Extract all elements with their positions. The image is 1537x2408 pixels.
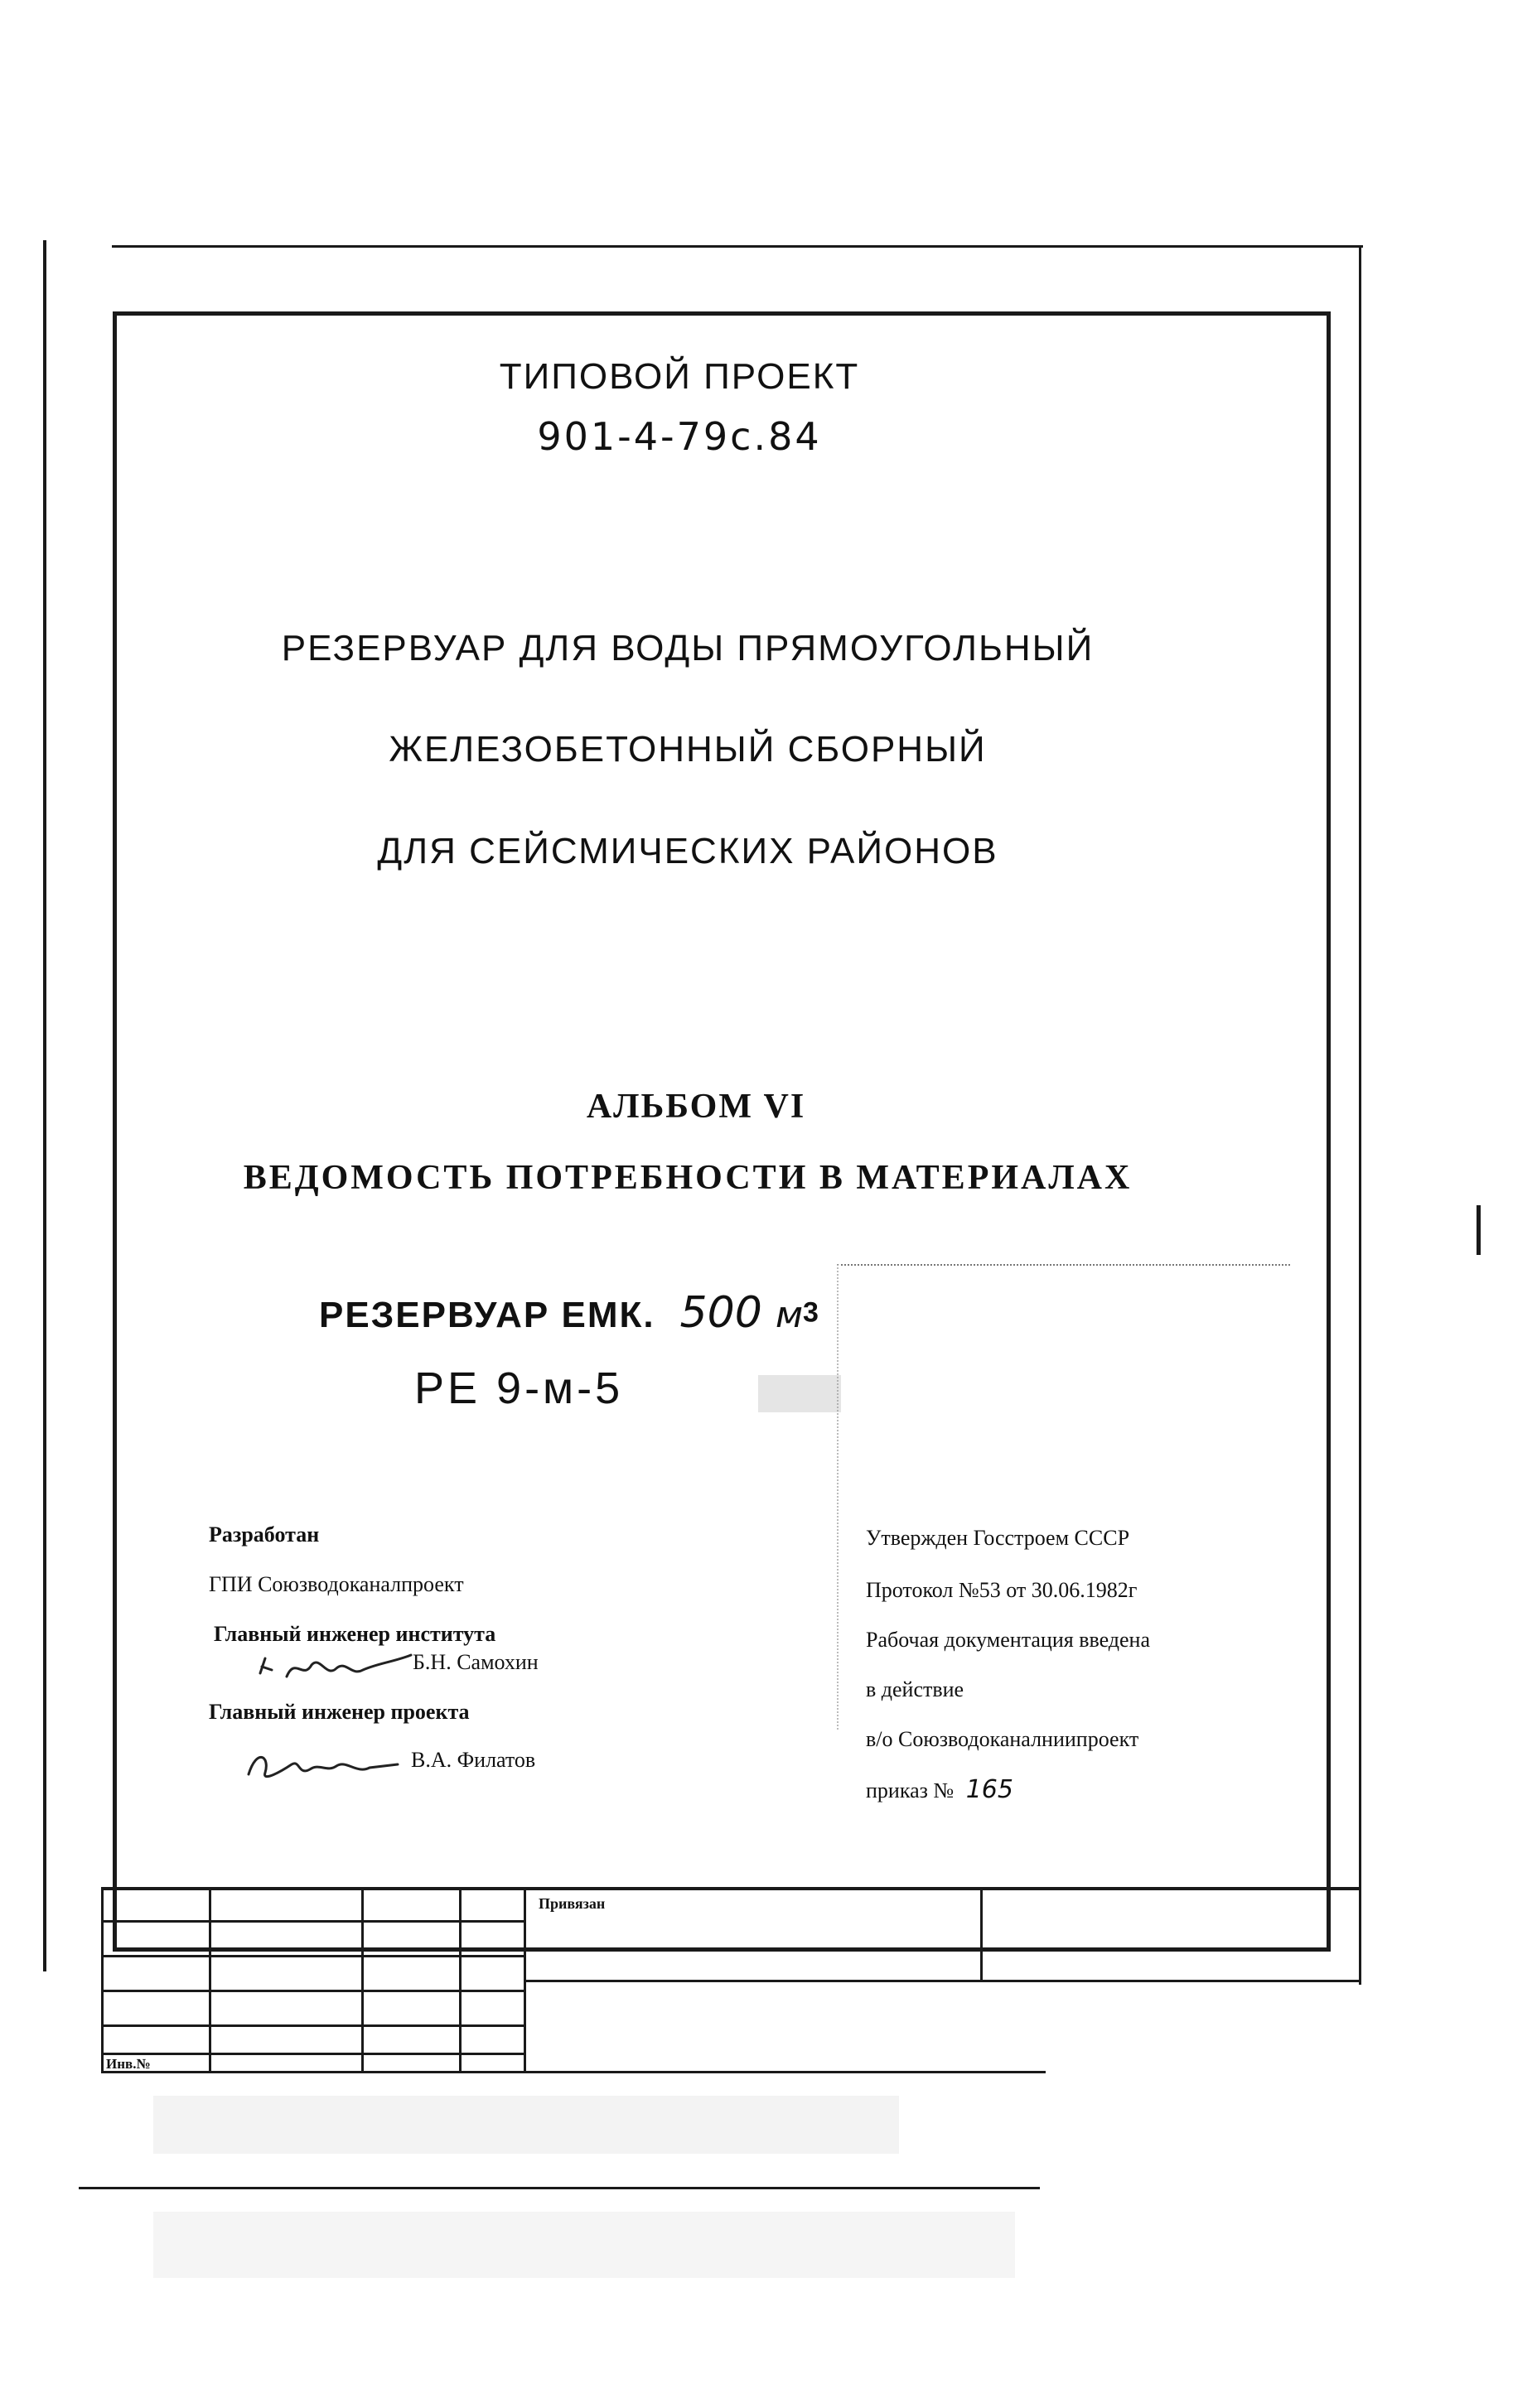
scan-noise-2 bbox=[153, 2212, 1015, 2278]
approved-line-3: Рабочая документация введена bbox=[866, 1628, 1151, 1652]
project-code: 901-4-79с.84 bbox=[537, 414, 822, 459]
approved-order-number: 165 bbox=[965, 1775, 1013, 1804]
approval-box bbox=[837, 1264, 1290, 1730]
scan-noise-1 bbox=[153, 2096, 899, 2154]
reservoir-label: РЕЗЕРВУАР ЕМК. bbox=[319, 1295, 655, 1335]
stamp-row-2 bbox=[101, 1955, 525, 1957]
scan-noise-3 bbox=[758, 1375, 841, 1412]
right-edge-line bbox=[1359, 245, 1361, 1985]
approved-line-4: в действие bbox=[866, 1677, 964, 1701]
stamp-col-6 bbox=[980, 1887, 983, 1980]
top-edge-line bbox=[112, 245, 1363, 248]
chief-institute-name: Б.Н. Самохин bbox=[413, 1650, 539, 1674]
project-type-heading: ТИПОВОЙ ПРОЕКТ bbox=[499, 356, 860, 397]
signature-chief-project bbox=[240, 1740, 406, 1789]
approved-line-2: Протокол №53 от 30.06.1982г bbox=[866, 1578, 1138, 1602]
stamp-inv-label: Инв.№ bbox=[106, 2056, 151, 2072]
album-number: АЛЬБОМ VI bbox=[586, 1088, 806, 1126]
chief-project-title: Главный инженер проекта bbox=[209, 1700, 470, 1724]
signature-chief-institute bbox=[254, 1640, 419, 1690]
stamp-col-5 bbox=[524, 1887, 526, 2073]
stamp-attached-label: Привязан bbox=[539, 1895, 606, 1912]
stamp-row-5 bbox=[101, 2053, 525, 2055]
chief-project-name: В.А. Филатов bbox=[411, 1748, 536, 1772]
developed-org: ГПИ Союзводоканалпроект bbox=[209, 1572, 464, 1596]
stamp-row-1 bbox=[101, 1920, 525, 1923]
left-edge-line bbox=[43, 240, 46, 1971]
title-line-3: ДЛЯ СЕЙСМИЧЕСКИХ РАЙОНОВ bbox=[377, 831, 998, 871]
approved-order-label: приказ № bbox=[866, 1778, 955, 1802]
stamp-row-3 bbox=[101, 1990, 525, 1992]
stamp-col-1 bbox=[101, 1887, 104, 2073]
reservoir-power: 3 bbox=[803, 1296, 819, 1329]
approved-order-row bbox=[866, 1775, 1013, 1804]
reservoir-mark: РЕ 9-м-5 bbox=[414, 1363, 624, 1413]
title-line-2: ЖЕЛЕЗОБЕТОННЫЙ СБОРНЫЙ bbox=[389, 729, 987, 770]
reservoir-unit: м bbox=[775, 1294, 804, 1336]
stamp-col-2 bbox=[209, 1887, 211, 2073]
title-line-1: РЕЗЕРВУАР ДЛЯ ВОДЫ ПРЯМОУГОЛЬНЫЙ bbox=[281, 628, 1095, 668]
stamp-top-line bbox=[101, 1887, 1359, 1890]
stamp-row-4 bbox=[101, 2024, 525, 2027]
developed-heading: Разработан bbox=[209, 1522, 320, 1547]
reservoir-capacity-row bbox=[319, 1288, 849, 1346]
stamp-mid-line bbox=[524, 1980, 1361, 1982]
reservoir-capacity: 500 bbox=[679, 1288, 762, 1338]
scan-mark-right bbox=[1477, 1205, 1481, 1255]
stamp-col-3 bbox=[361, 1887, 364, 2073]
scan-line-lower bbox=[79, 2187, 1040, 2189]
album-name: ВЕДОМОСТЬ ПОТРЕБНОСТИ В МАТЕРИАЛАХ bbox=[243, 1159, 1133, 1197]
stamp-col-4 bbox=[459, 1887, 462, 2073]
approved-line-1: Утвержден Госстроем СССР bbox=[866, 1526, 1130, 1550]
chief-institute-title: Главный инженер института bbox=[214, 1622, 496, 1646]
approved-line-5: в/о Союзводоканалниипроект bbox=[866, 1727, 1139, 1751]
stamp-bottom-line bbox=[101, 2071, 1046, 2073]
